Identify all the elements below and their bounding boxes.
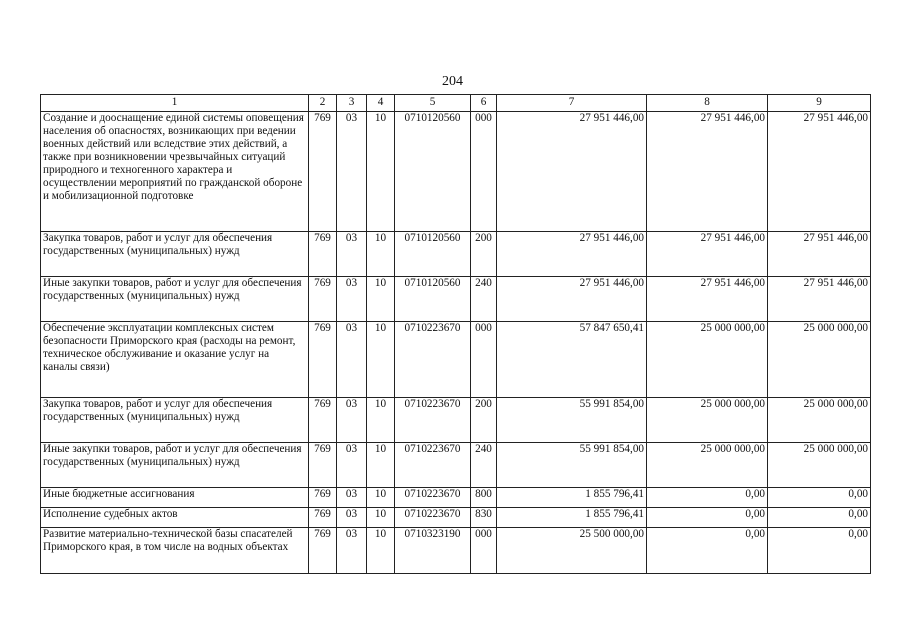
code-cell: 10 [367, 488, 395, 508]
table-row [41, 232, 871, 277]
code-cell: 0710323190 [395, 528, 471, 574]
code-cell: 000 [471, 112, 497, 232]
row-name: Создание и дооснащение единой системы оповещения населения об опасностях, возникающих при ведении военных действий или вследствие этих действий, а также при возникновении чрезвычайных ситуаций природного и техногенного характера и осуществлении мероприятий по гражданской обороне и мобилизационной подготовке [41, 112, 309, 232]
table-row [41, 398, 871, 443]
code-cell: 03 [337, 232, 367, 277]
code-cell: 769 [309, 488, 337, 508]
column-header: 1 [41, 95, 309, 112]
amount-cell: 55 991 854,00 [497, 443, 647, 488]
code-cell: 000 [471, 528, 497, 574]
amount-cell: 1 855 796,41 [497, 508, 647, 528]
column-header: 6 [471, 95, 497, 112]
amount-cell: 27 951 446,00 [768, 277, 871, 322]
code-cell: 769 [309, 232, 337, 277]
amount-cell: 27 951 446,00 [647, 277, 768, 322]
amount-cell: 55 991 854,00 [497, 398, 647, 443]
code-cell: 10 [367, 398, 395, 443]
amount-cell: 57 847 650,41 [497, 322, 647, 398]
code-cell: 769 [309, 508, 337, 528]
column-header: 3 [337, 95, 367, 112]
amount-cell: 27 951 446,00 [647, 112, 768, 232]
row-name: Развитие материально-технической базы спасателей Приморского края, в том числе на водных объектах [41, 528, 309, 574]
code-cell: 769 [309, 277, 337, 322]
code-cell: 03 [337, 398, 367, 443]
page-number: 204 [442, 74, 463, 89]
row-name: Иные бюджетные ассигнования [41, 488, 309, 508]
code-cell: 10 [367, 443, 395, 488]
code-cell: 0710223670 [395, 322, 471, 398]
code-cell: 03 [337, 528, 367, 574]
column-header: 4 [367, 95, 395, 112]
amount-cell: 0,00 [768, 488, 871, 508]
code-cell: 200 [471, 232, 497, 277]
amount-cell: 27 951 446,00 [497, 277, 647, 322]
amount-cell: 27 951 446,00 [768, 112, 871, 232]
amount-cell: 0,00 [768, 528, 871, 574]
amount-cell: 25 000 000,00 [768, 443, 871, 488]
column-header: 7 [497, 95, 647, 112]
code-cell: 0710120560 [395, 277, 471, 322]
row-name: Обеспечение эксплуатации комплексных систем безопасности Приморского края (расходы на ремонт, техническое обслуживание и оказание услуг на каналы связи) [41, 322, 309, 398]
amount-cell: 27 951 446,00 [647, 232, 768, 277]
code-cell: 10 [367, 112, 395, 232]
table-row [41, 508, 871, 528]
table-row [41, 112, 871, 232]
code-cell: 0710120560 [395, 232, 471, 277]
code-cell: 769 [309, 398, 337, 443]
code-cell: 240 [471, 277, 497, 322]
code-cell: 03 [337, 488, 367, 508]
code-cell: 10 [367, 508, 395, 528]
column-header: 2 [309, 95, 337, 112]
budget-table [40, 94, 871, 574]
row-name: Исполнение судебных актов [41, 508, 309, 528]
code-cell: 769 [309, 112, 337, 232]
amount-cell: 25 000 000,00 [647, 398, 768, 443]
code-cell: 10 [367, 528, 395, 574]
amount-cell: 27 951 446,00 [768, 232, 871, 277]
code-cell: 03 [337, 277, 367, 322]
amount-cell: 25 500 000,00 [497, 528, 647, 574]
column-header: 8 [647, 95, 768, 112]
code-cell: 240 [471, 443, 497, 488]
code-cell: 10 [367, 322, 395, 398]
code-cell: 830 [471, 508, 497, 528]
amount-cell: 25 000 000,00 [768, 322, 871, 398]
amount-cell: 25 000 000,00 [768, 398, 871, 443]
column-header: 5 [395, 95, 471, 112]
code-cell: 03 [337, 443, 367, 488]
code-cell: 200 [471, 398, 497, 443]
amount-cell: 27 951 446,00 [497, 112, 647, 232]
code-cell: 0710120560 [395, 112, 471, 232]
row-name: Иные закупки товаров, работ и услуг для обеспечения государственных (муниципальных) нужд [41, 277, 309, 322]
amount-cell: 25 000 000,00 [647, 322, 768, 398]
table-row [41, 528, 871, 574]
row-name: Иные закупки товаров, работ и услуг для обеспечения государственных (муниципальных) нужд [41, 443, 309, 488]
table-row [41, 322, 871, 398]
code-cell: 0710223670 [395, 398, 471, 443]
code-cell: 769 [309, 443, 337, 488]
amount-cell: 25 000 000,00 [647, 443, 768, 488]
code-cell: 0710223670 [395, 488, 471, 508]
table-row [41, 443, 871, 488]
row-name: Закупка товаров, работ и услуг для обеспечения государственных (муниципальных) нужд [41, 398, 309, 443]
code-cell: 800 [471, 488, 497, 508]
code-cell: 0710223670 [395, 508, 471, 528]
amount-cell: 0,00 [647, 488, 768, 508]
code-cell: 03 [337, 508, 367, 528]
code-cell: 03 [337, 322, 367, 398]
table-row [41, 488, 871, 508]
amount-cell: 1 855 796,41 [497, 488, 647, 508]
column-header: 9 [768, 95, 871, 112]
row-name: Закупка товаров, работ и услуг для обеспечения государственных (муниципальных) нужд [41, 232, 309, 277]
code-cell: 10 [367, 277, 395, 322]
header-row [41, 95, 871, 112]
code-cell: 769 [309, 322, 337, 398]
code-cell: 03 [337, 112, 367, 232]
code-cell: 769 [309, 528, 337, 574]
amount-cell: 0,00 [647, 528, 768, 574]
code-cell: 0710223670 [395, 443, 471, 488]
table-row [41, 277, 871, 322]
code-cell: 10 [367, 232, 395, 277]
amount-cell: 27 951 446,00 [497, 232, 647, 277]
amount-cell: 0,00 [768, 508, 871, 528]
code-cell: 000 [471, 322, 497, 398]
amount-cell: 0,00 [647, 508, 768, 528]
